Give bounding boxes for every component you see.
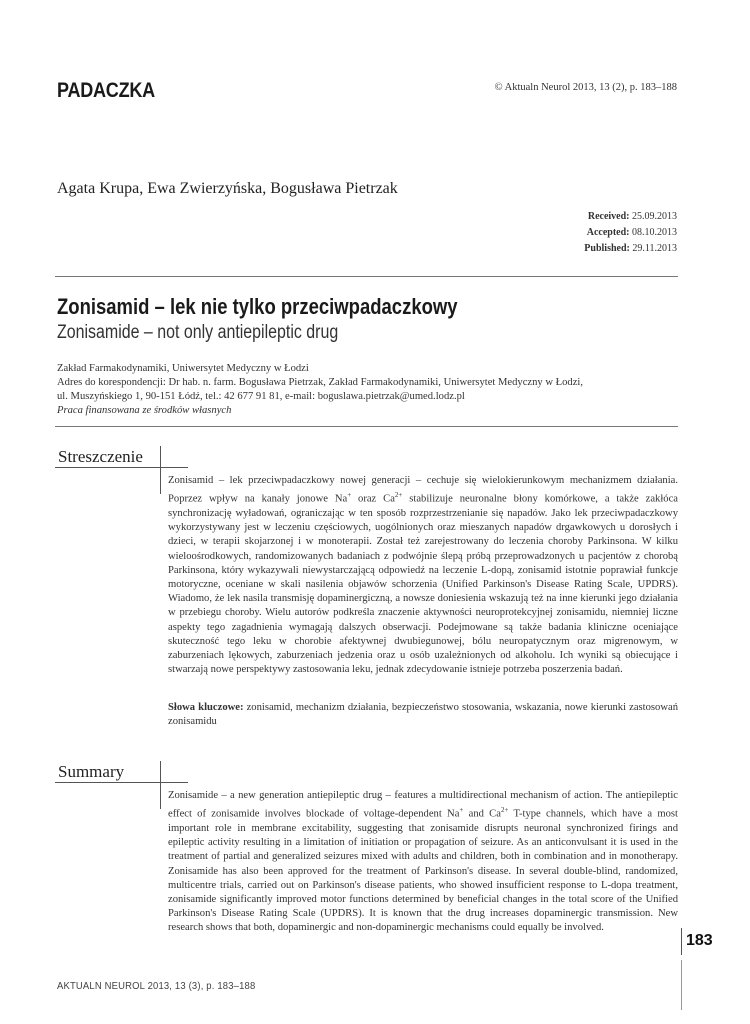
correspondence-contact: ul. Muszyńskiego 1, 90-151 Łódź, tel.: 42 677 91 81, e-mail: boguslawa.pietrzak@umed.lodz.pl <box>57 391 465 402</box>
published-label: Published: <box>584 243 630 254</box>
margin-rule <box>681 960 682 1010</box>
summary-text-part3: T-type channels, which have a most important role in membrane excitability, suggesting that zonisamide disrupts neuronal synchronized firings and epileptic activity resulting in a limitation of initiation or propagation of seizure. As an anticonvulsant it is used in the treatment of partial and generalized seizures mixed with adults and children, both in combination and in monotherapy. Zonisamide has also been approved for the treatment of Parkinson's disease. In several double-blind, randomized, multicentre trials, carried out on Parkinson's disease patients, who showed insufficient response to L-dopa treatment, zonisamide significantly improved motor functions determined by beneficial changes in the total score of the Unified Parkinson's Disease Rating Scale (UPDRS). It is known that the drug increases dopaminergic transmission. New research shows that both, dopaminergic and non-dopaminergic mechanisms could equally be involved. <box>168 808 678 934</box>
summary-text-part1: Zonisamide – a new generation antiepileptic drug – features a multidirectional mechanism of action. The antiepileptic effect of zonisamide involves blockade of voltage-dependent Na <box>168 790 678 820</box>
streszczenie-heading: Streszczenie <box>58 447 143 466</box>
keywords-block <box>168 701 678 729</box>
mid-divider <box>55 426 678 427</box>
section-label: PADACZKA <box>57 79 155 102</box>
received-date-line <box>584 209 677 225</box>
article-title-polish: Zonisamid – lek nie tylko przeciwpadaczkowy <box>57 294 458 319</box>
sodium-charge-en: + <box>459 806 464 815</box>
streszczenie-text-part3: stabilizuje neuronalne błony komórkowe, a także zakłóca synchronizację wyładowań, ograniczając w ten sposób rozprzestrzenianie się napadów. Jako lek przeciwpadaczkowy wykorzystywany jest w leczeniu częściowych, uogólnionych oraz mieszanych napadów drgawkowych u dorosłych i dzieci, w terapii skojarzonej i w monoterapii. Został też zarejestrowany do leczenia choroby Parkinsona. W kilku wieloośrodkowych, randomizowanych badaniach z podwójnie ślepą próbą przeprowadzonych u pacjentów z chorobą Parkinsona, który wykazywali niewystarczającą odpowiedź na leczenie L-dopą, zonisamid istotnie poprawiał funkcje motoryczne, oceniane w skali nasilenia objawów schorzenia (Unified Parkinson's Disease Rating Scale, UPDRS). Wiadomo, że lek nasila transmisję dopaminergiczną, a nowsze doniesienia wskazują też na inne kierunki jego działania w przebiegu choroby. Wielu autorów podkreśla znaczenie aktywności neuroprotekcyjnej zonisamidu, niemniej liczne aspekty tego zagadnienia wymagają dalszych obserwacji. Podejmowane są także badania kliniczne oceniające skuteczność tego leku w chorobie afektywnej dwubiegunowej, bólu neuropatycznym oraz migrenowym, w zaburzeniach lękowych, zaburzeniach jedzenia oraz u osób uzależnionych od alkoholu. Ich wyniki są obiecujące i stwarzają nowe perspektywy zastosowania leku, jednak zdecydowanie istnieje potrzeba poszerzenia badań. <box>168 493 678 676</box>
author-list: Agata Krupa, Ewa Zwierzyńska, Bogusława Pietrzak <box>57 180 398 197</box>
keywords-list: zonisamid, mechanizm działania, bezpieczeństwo stosowania, wskazania, nowe kierunki zastosowań zonisamidu <box>168 702 678 728</box>
running-footer: AKTUALN NEUROL 2013, 13 (3), p. 183–188 <box>57 980 256 992</box>
article-dates <box>584 209 677 257</box>
affiliation-block <box>57 362 682 418</box>
streszczenie-body <box>168 474 678 677</box>
page-number: 183 <box>686 932 713 949</box>
published-date: 29.11.2013 <box>632 243 677 254</box>
streszczenie-vertical-rule <box>160 446 161 494</box>
accepted-label: Accepted: <box>586 227 630 238</box>
top-divider <box>55 276 678 277</box>
funding-note: Praca finansowana ze środków własnych <box>57 405 232 416</box>
summary-heading: Summary <box>58 762 125 781</box>
correspondence-address: Adres do korespondencji: Dr hab. n. farm. Bogusława Pietrzak, Zakład Farmakodynamiki, Uniwersytet Medyczny w Łodzi, <box>57 377 584 388</box>
summary-heading-rule <box>55 782 188 783</box>
page-number-rule <box>681 928 682 955</box>
calcium-charge-en: 2+ <box>500 806 509 815</box>
streszczenie-text-part1: Zonisamid – lek przeciwpadaczkowy nowej generacji – cechuje się wielokierunkowym mechanizmem działania. Poprzez wpływ na kanały jonowe Na <box>168 475 678 505</box>
affiliation-institution: Zakład Farmakodynamiki, Uniwersytet Medyczny w Łodzi <box>57 363 309 374</box>
article-title-english: Zonisamide – not only antiepileptic drug <box>57 322 339 343</box>
summary-vertical-rule <box>160 761 161 809</box>
streszczenie-heading-rule <box>55 467 188 468</box>
sodium-charge: + <box>347 491 352 500</box>
received-date: 25.09.2013 <box>632 211 677 222</box>
journal-citation: © Aktualn Neurol 2013, 13 (2), p. 183–188 <box>494 82 677 93</box>
streszczenie-text-part2: oraz Ca <box>351 493 395 505</box>
published-date-line <box>584 241 677 257</box>
calcium-charge: 2+ <box>394 491 403 500</box>
received-label: Received: <box>587 211 630 222</box>
accepted-date-line <box>584 225 677 241</box>
keywords-label: Słowa kluczowe: <box>168 702 244 713</box>
summary-body <box>168 789 678 936</box>
accepted-date: 08.10.2013 <box>632 227 677 238</box>
summary-text-part2: and Ca <box>463 808 501 820</box>
